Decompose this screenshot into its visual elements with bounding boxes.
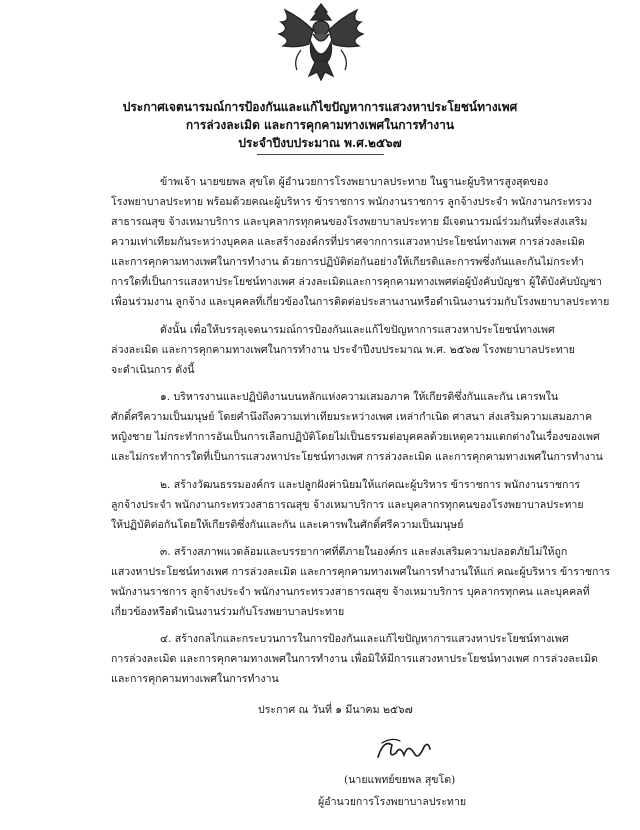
title-underline [257,154,384,155]
text-line: ให้ปฏิบัติต่อกันโดยให้เกียรติซึ่งกันและกัน และเคารพในศักดิ์ศรีความเป็นมนุษย์ [111,519,464,531]
text-line: และไม่กระทำการใดที่เป็นการแสวงหาประโยชน์ทางเพศ การล่วงละเมิด และการคุกคามทางเพศในการทำงาน [111,451,603,463]
text-line: ๑. บริหารงานและปฏิบัติงานบนหลักแห่งความเสมอภาค ให้เกียรติซึ่งกันและกัน เคารพใน [160,391,559,403]
text-line: เกี่ยวข้องหรือดำเนินงานร่วมกับโรงพยาบาลประทาย [111,606,345,618]
text-line: ๒. สร้างวัฒนธรรมองค์กร และปลูกฝังค่านิยมให้แก่คณะผู้บริหาร ข้าราชการ พนักงานราชการ [160,479,581,491]
text-line: การใดที่เป็นการแสงหาประโยชน์ทางเพศ ล่วงละเมิดและการคุกคามทางเพศต่อผู้บังคับบัญชา ผู้ใต้บังคับบัญชา [111,276,602,288]
text-line: ศักดิ์ศรีความเป็นมนุษย์ โดยคำนึงถึงความเท่าเทียมระหว่างเพศ เหล่ากำเนิด ศาสนา ส่งเสริมความเสมอภาค [111,411,593,423]
title-line-2: การล่วงละเมิด และการคุกคามทางเพศในการทำงาน [185,118,455,132]
text-line: หญิงชาย ไม่กระทำการอันเป็นการเลือกปฏิบัติโดยไม่เป็นธรรมต่อบุคคลด้วยเหตุความแตกต่างในเรื่องของเพศ [111,431,600,443]
text-line: ความเท่าเทียมกันระหว่างบุคคล และสร้างองค์กรที่ปราศจากการแสวงหาประโยชน์ทางเพศ การล่วงละเมิด [111,236,585,248]
text-line: เพื่อนร่วมงาน ลูกจ้าง และบุคคลที่เกี่ยวข้องในการติดต่อประสานงานหรือดำเนินงานร่วมกับโรงพยาบาลประทาย [111,296,610,308]
text-line: โรงพยาบาลประทาย พร้อมด้วยคณะผู้บริหาร ข้าราชการ พนักงานราชการ ลูกจ้างประจำ พนักงานกระทรวง [111,196,592,208]
text-line: พนักงานราชการ ลูกจ้างประจำ พนักงานกระทรวงสาธารณสุข จ้างเหมาบริการ บุคลากรทุกคน และบุคคลที่ [111,586,590,598]
text-line: ล่วงละเมิด และการคุกคามทางเพศในการทำงาน ประจำปีงบประมาณ พ.ศ. ๒๕๖๗ โรงพยาบาลประทาย [111,344,575,356]
text-line: จะดำเนินการ ดังนี้ [111,364,195,376]
text-line: และการคุกคามทางเพศในการทำงาน ด้วยการปฏิบัติต่อกันอย่างให้เกียรติและการพซึ่งกันและกันไม่กระทำ [111,256,584,268]
text-line: การล่วงละเมิด และการคุกคามทางเพศในการทำงาน เพื่อมิให้มีการแสวงหาประโยชน์ทางเพศ การล่วงละเมิด [111,653,598,665]
text-line: และการคุกคามทางเพศในการทำงาน [111,673,279,685]
text-line: แสวงหาประโยชน์ทางเพศ การล่วงละเมิด และการคุกคามทางเพศในการทำงานให้แก่ คณะผู้บริหาร ข้าราชการ [111,566,611,578]
text-line: ลูกจ้างประจำ พนักงานกระทรวงสาธารณสุข จ้างเหมาบริการ และบุคลากรทุกคนของโรงพยาบาลประทาย [111,499,584,511]
announcement-date: ประกาศ ณ วันที่ ๑ มีนาคม ๒๕๖๗ [258,704,413,716]
title-line-1: ประกาศเจตนารมณ์การป้องกันและแก้ไขปัญหาการแสวงหาประโยชน์ทางเพศ [122,100,518,114]
signer-name: (นายแพทย์ขยพล สุขโต) [344,774,456,786]
garuda-emblem-icon [271,0,371,86]
title-line-3: ประจำปีงบประมาณ พ.ศ.๒๕๖๗ [238,136,402,150]
signer-title: ผู้อำนวยการโรงพยาบาลประทาย [318,796,467,808]
text-line: ดังนั้น เพื่อให้บรรลุเจตนารมณ์การป้องกันและแก้ไขปัญหาการแสวงหาประโยชน์ทางเพศ [160,324,555,336]
text-line: ๔. สร้างกลไกและกระบวนการในการป้องกันและแก้ไขปัญหาการแสวงหาประโยชน์ทางเพศ [160,633,569,645]
text-line: ๓. สร้างสภาพแวดล้อมและบรรยากาศที่ดีภายในองค์กร และส่งเสริมความปลอดภัยไม่ให้ถูก [160,546,568,558]
text-line: สาธารณสุข จ้างเหมาบริการ และบุคลากรทุกคนของโรงพยาบาลประทาย มีเจตนารมณ์ร่วมกันที่จะส่งเสริม [111,216,588,228]
text-line: ข้าพเจ้า นายขยพล สุขโต ผู้อำนวยการโรงพยาบาลประทาย ในฐานะผู้บริหารสูงสุดของ [160,176,549,188]
signature-icon [374,735,434,767]
